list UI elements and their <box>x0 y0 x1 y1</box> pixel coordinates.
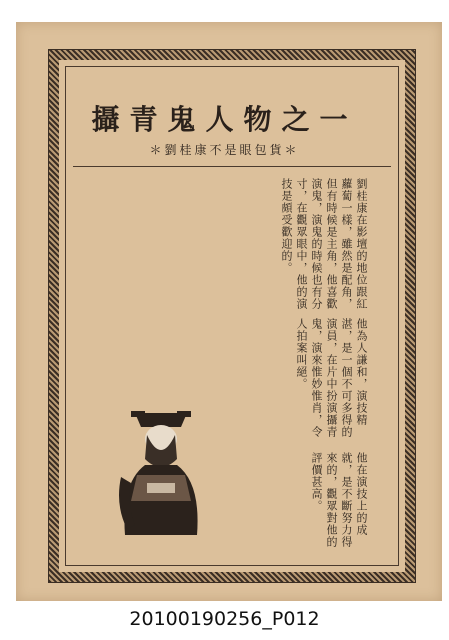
paragraph: 劉桂康在影壇的地位跟紅蘿蔔一樣，雖然是配角，但有時候是主角，他喜歡演鬼，演鬼的時候也有分寸，在觀眾眼中，他的演技是頗受歡迎的。 <box>280 178 368 310</box>
actor-costume-figure <box>107 405 215 535</box>
paragraph: 他為人謙和，演技精湛，是一個不可多得的演員，在片中扮演攝青鬼，演來惟妙惟肖，令人拍案叫絕。 <box>295 318 368 438</box>
image-caption: 20100190256_P012 <box>129 608 320 630</box>
paragraph: 他在演技上的成就，是不斷努力得來的，觀眾對他的評價甚高。 <box>310 452 368 548</box>
divider <box>73 166 391 167</box>
article-title: 一之物人鬼青攝 <box>91 103 358 136</box>
article-subtitle: ＊貨包眼是不康桂劉＊ <box>149 143 300 157</box>
